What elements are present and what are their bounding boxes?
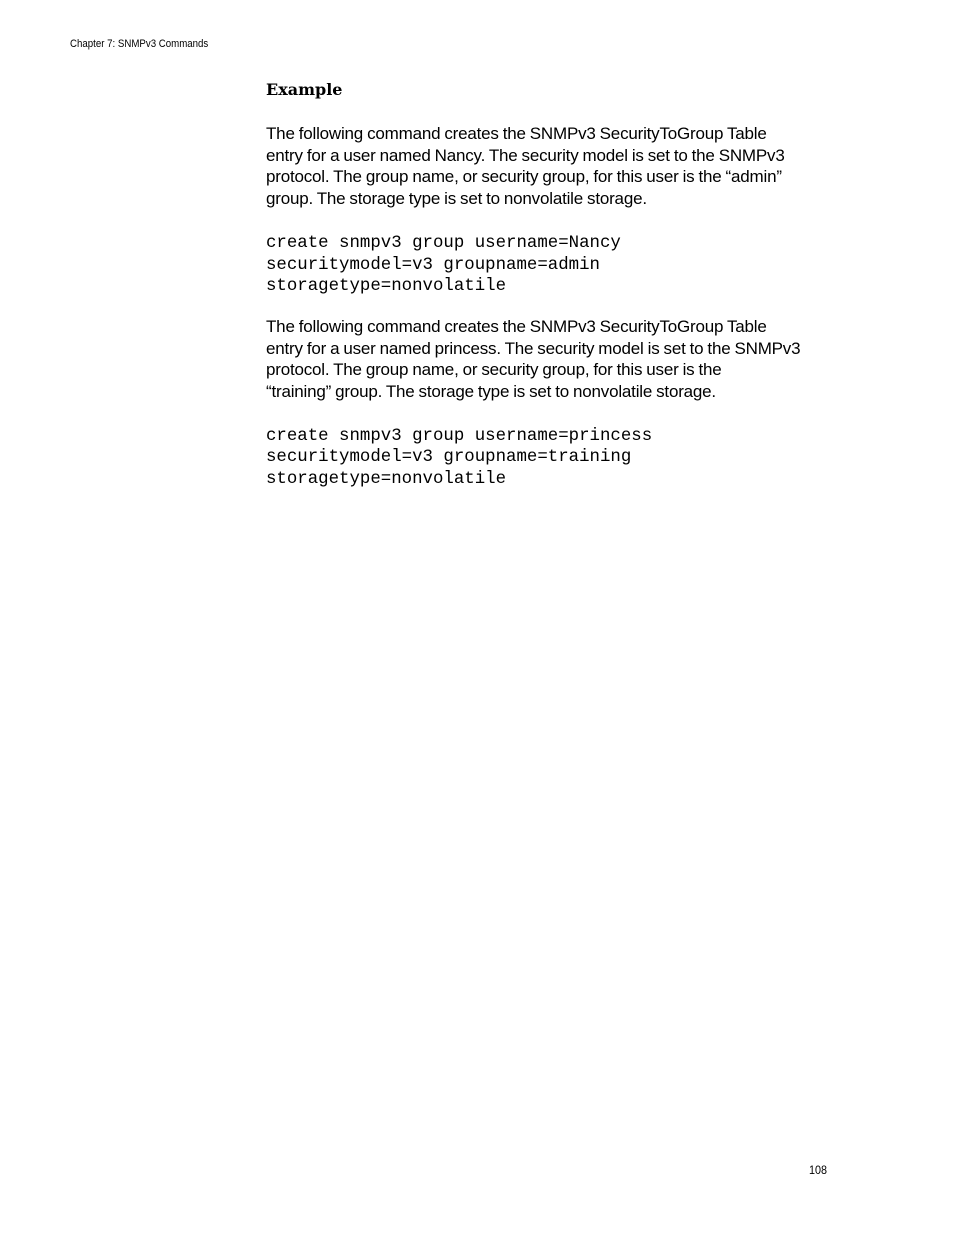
- code-line: create snmpv3 group username=Nancy: [266, 233, 621, 253]
- text-line: group. The storage type is set to nonvolatile storage.: [266, 189, 647, 209]
- example-2-description: [266, 316, 846, 403]
- page-content: [266, 78, 846, 509]
- code-line: storagetype=nonvolatile: [266, 277, 507, 297]
- example-1-command: [266, 233, 846, 298]
- text-line: The following command creates the SNMPv3 SecurityToGroup Table: [266, 124, 767, 143]
- page-number: 108: [809, 1163, 828, 1177]
- code-line: securitymodel=v3 groupname=training: [266, 448, 632, 468]
- example-2-command: [266, 426, 846, 491]
- text-line: entry for a user named princess. The security model is set to the SNMPv3: [266, 338, 801, 358]
- code-line: securitymodel=v3 groupname=admin: [266, 255, 600, 275]
- example-1-description: [266, 123, 846, 210]
- code-line: storagetype=nonvolatile: [266, 470, 507, 490]
- section-heading: Example: [266, 80, 343, 99]
- text-line: protocol. The group name, or security group, for this user is the: [266, 360, 722, 380]
- text-line: The following command creates the SNMPv3 SecurityToGroup Table: [266, 316, 767, 336]
- text-line: entry for a user named Nancy. The security model is set to the SNMPv3: [266, 145, 785, 165]
- code-line: create snmpv3 group username=princess: [266, 426, 653, 446]
- running-header: Chapter 7: SNMPv3 Commands: [70, 38, 209, 50]
- text-line: “training” group. The storage type is set to nonvolatile storage.: [266, 382, 716, 402]
- text-line: protocol. The group name, or security group, for this user is the “admin”: [266, 167, 782, 187]
